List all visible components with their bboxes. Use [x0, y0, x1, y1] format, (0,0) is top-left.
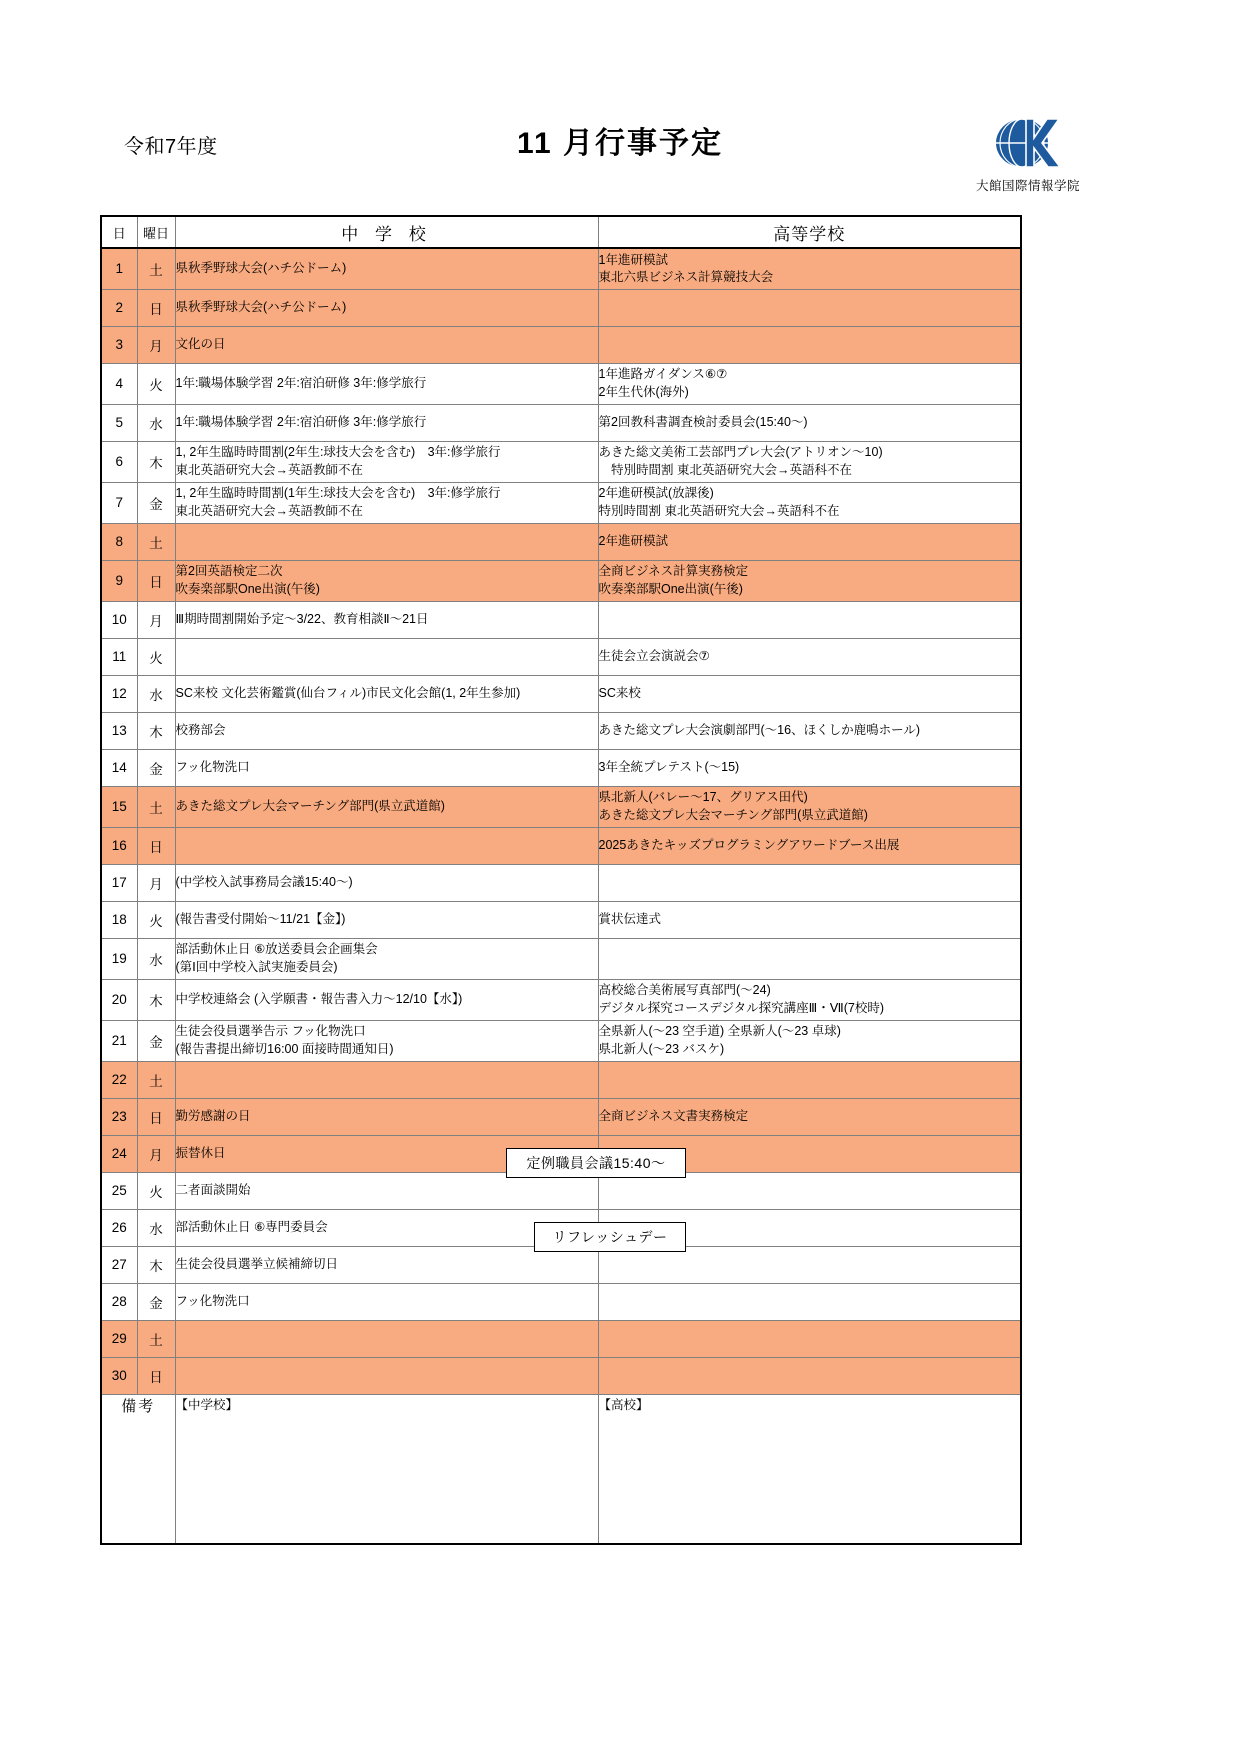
- cell-junior-high-events: [175, 404, 598, 441]
- cell-day: 29: [101, 1320, 137, 1357]
- table-row: [101, 864, 1021, 901]
- event-line: 部活動休止日 ⑥専門委員会: [175, 1219, 328, 1234]
- event-line: (第Ⅰ回中学校入試実施委員会): [175, 959, 338, 974]
- monthly-schedule-table: [100, 215, 1022, 1545]
- event-line: 1年:職場体験学習 2年:宿泊研修 3年:修学旅行: [175, 375, 427, 390]
- cell-day-of-week: 金: [137, 482, 175, 523]
- table-row: [101, 675, 1021, 712]
- table-row: [101, 938, 1021, 979]
- cell-day-of-week: 金: [137, 1020, 175, 1061]
- event-line: あきた総文プレ大会マーチング部門(県立武道館): [175, 798, 445, 813]
- cell-high-school-events: [598, 712, 1021, 749]
- event-line: 1, 2年生臨時時間割(2年生:球技大会を含む) 3年:修学旅行: [175, 445, 501, 460]
- cell-day: 13: [101, 712, 137, 749]
- event-line: 3年全統プレテスト(〜15): [598, 759, 740, 774]
- cell-day-of-week: 土: [137, 786, 175, 827]
- callout-refresh-day: リフレッシュデー: [534, 1222, 686, 1252]
- cell-day: 6: [101, 441, 137, 482]
- cell-junior-high-events: [175, 1283, 598, 1320]
- event-line: 全商ビジネス文書実務検定: [598, 1108, 749, 1123]
- page-header: [0, 118, 1240, 218]
- event-line: (報告書提出締切16:00 面接時間通知日): [175, 1041, 394, 1056]
- column-header-day: 日: [101, 216, 137, 248]
- event-line: 県秋季野球大会(ハチ公ドーム): [175, 299, 347, 314]
- cell-day-of-week: 水: [137, 938, 175, 979]
- cell-day: 18: [101, 901, 137, 938]
- event-line: 2年進研模試(放課後): [598, 486, 714, 501]
- cell-high-school-events: [598, 1283, 1021, 1320]
- cell-junior-high-events: [175, 938, 598, 979]
- event-line: 特別時間割 東北英語研究大会→英語科不在: [598, 462, 852, 477]
- cell-junior-high-events: [175, 749, 598, 786]
- table-row: [101, 786, 1021, 827]
- cell-day: 7: [101, 482, 137, 523]
- cell-high-school-events: [598, 248, 1021, 289]
- cell-junior-high-events: [175, 712, 598, 749]
- cell-day: 15: [101, 786, 137, 827]
- table-row: [101, 638, 1021, 675]
- event-line: 1, 2年生臨時時間割(1年生:球技大会を含む) 3年:修学旅行: [175, 486, 501, 501]
- cell-day: 20: [101, 979, 137, 1020]
- cell-day-of-week: 土: [137, 248, 175, 289]
- remarks-label: 備考: [101, 1394, 175, 1544]
- cell-day-of-week: 木: [137, 1246, 175, 1283]
- cell-junior-high-events: [175, 1061, 598, 1098]
- cell-high-school-events: [598, 601, 1021, 638]
- cell-day: 28: [101, 1283, 137, 1320]
- cell-day-of-week: 金: [137, 1283, 175, 1320]
- event-line: 県北新人(〜23 バスケ): [598, 1041, 725, 1056]
- event-line: 第2回教科書調査検討委員会(15:40〜): [598, 414, 808, 429]
- event-line: 2年進研模試: [598, 533, 668, 548]
- cell-junior-high-events: [175, 523, 598, 560]
- table-row: [101, 901, 1021, 938]
- column-header-high-school: 高等学校: [598, 216, 1021, 248]
- cell-high-school-events: [598, 749, 1021, 786]
- event-line: あきた総文プレ大会演劇部門(〜16、ほくしか鹿鳴ホール): [598, 722, 920, 737]
- event-line: SC来校: [598, 685, 641, 700]
- table-row: [101, 248, 1021, 289]
- event-line: 東北六県ビジネス計算競技大会: [598, 269, 774, 284]
- cell-high-school-events: [598, 827, 1021, 864]
- cell-high-school-events: [598, 523, 1021, 560]
- calendar-table-wrap: [100, 215, 1020, 1545]
- callout-staff-meeting: 定例職員会議15:40〜: [506, 1148, 686, 1178]
- cell-high-school-events: [598, 1098, 1021, 1135]
- cell-day-of-week: 木: [137, 979, 175, 1020]
- event-line: 高校総合美術展写真部門(〜24): [598, 983, 771, 998]
- table-row: [101, 979, 1021, 1020]
- cell-day-of-week: 日: [137, 1098, 175, 1135]
- table-row: [101, 404, 1021, 441]
- cell-junior-high-events: [175, 638, 598, 675]
- cell-day-of-week: 日: [137, 1357, 175, 1394]
- table-row: [101, 749, 1021, 786]
- event-line: 東北英語研究大会→英語教師不在: [175, 462, 364, 477]
- page-title: 11 月行事予定: [516, 127, 724, 160]
- cell-high-school-events: [598, 1061, 1021, 1098]
- event-line: 2年生代休(海外): [598, 384, 689, 399]
- event-line: 吹奏楽部駅One出演(午後): [175, 581, 320, 596]
- cell-day: 17: [101, 864, 137, 901]
- table-row: [101, 1320, 1021, 1357]
- event-line: 全県新人(〜23 空手道) 全県新人(〜23 卓球): [598, 1024, 841, 1039]
- table-row: [101, 1061, 1021, 1098]
- cell-day-of-week: 日: [137, 827, 175, 864]
- cell-junior-high-events: [175, 1357, 598, 1394]
- table-row: [101, 712, 1021, 749]
- cell-high-school-events: [598, 979, 1021, 1020]
- event-line: あきた総文美術工芸部門プレ大会(アトリオン〜10): [598, 445, 883, 460]
- event-line: あきた総文プレ大会マーチング部門(県立武道館): [598, 807, 868, 822]
- event-line: (中学校入試事務局会議15:40〜): [175, 874, 353, 889]
- event-line: 全商ビジネス計算実務検定: [598, 564, 749, 579]
- cell-day: 4: [101, 363, 137, 404]
- table-row: [101, 827, 1021, 864]
- event-line: 県秋季野球大会(ハチ公ドーム): [175, 261, 347, 276]
- table-row: [101, 1020, 1021, 1061]
- cell-day-of-week: 火: [137, 1172, 175, 1209]
- cell-high-school-events: [598, 864, 1021, 901]
- cell-junior-high-events: [175, 482, 598, 523]
- event-line: Ⅲ期時間割開始予定〜3/22、教育相談Ⅱ〜21日: [175, 611, 429, 626]
- cell-high-school-events: [598, 1357, 1021, 1394]
- table-row: [101, 363, 1021, 404]
- event-line: 文化の日: [175, 336, 226, 351]
- table-row: [101, 560, 1021, 601]
- event-line: 1年進研模試: [598, 252, 668, 267]
- cell-day-of-week: 日: [137, 560, 175, 601]
- table-row: [101, 482, 1021, 523]
- event-line: 部活動休止日 ⑥放送委員会企画集会: [175, 942, 378, 957]
- cell-junior-high-events: [175, 979, 598, 1020]
- cell-high-school-events: [598, 786, 1021, 827]
- table-row: [101, 326, 1021, 363]
- cell-day: 8: [101, 523, 137, 560]
- cell-day-of-week: 火: [137, 901, 175, 938]
- cell-day: 2: [101, 289, 137, 326]
- cell-day: 19: [101, 938, 137, 979]
- cell-high-school-events: [598, 289, 1021, 326]
- table-row: [101, 441, 1021, 482]
- cell-high-school-events: [598, 326, 1021, 363]
- cell-junior-high-events: [175, 786, 598, 827]
- cell-day: 1: [101, 248, 137, 289]
- cell-high-school-events: [598, 441, 1021, 482]
- event-line: 二者面談開始: [175, 1182, 251, 1197]
- event-line: フッ化物洗口: [175, 1293, 250, 1308]
- remarks-row: [101, 1394, 1021, 1544]
- event-line: 東北英語研究大会→英語教師不在: [175, 503, 364, 518]
- table-body: [101, 248, 1021, 1544]
- event-line: 校務部会: [175, 722, 226, 737]
- cell-day: 5: [101, 404, 137, 441]
- cell-day: 12: [101, 675, 137, 712]
- cell-high-school-events: [598, 1320, 1021, 1357]
- event-line: 1年:職場体験学習 2年:宿泊研修 3年:修学旅行: [175, 414, 427, 429]
- cell-day-of-week: 木: [137, 441, 175, 482]
- cell-day: 24: [101, 1135, 137, 1172]
- cell-high-school-events: [598, 560, 1021, 601]
- table-header-row: [101, 216, 1021, 248]
- cell-day: 22: [101, 1061, 137, 1098]
- cell-high-school-events: [598, 404, 1021, 441]
- event-line: 勤労感謝の日: [175, 1108, 251, 1123]
- cell-high-school-events: [598, 638, 1021, 675]
- cell-high-school-events: [598, 363, 1021, 404]
- cell-day-of-week: 木: [137, 712, 175, 749]
- cell-day: 21: [101, 1020, 137, 1061]
- table-row: [101, 523, 1021, 560]
- remarks-high-school: 【高校】: [598, 1394, 1021, 1544]
- cell-junior-high-events: [175, 363, 598, 404]
- event-line: 中学校連絡会 (入学願書・報告書入力〜12/10【水】): [175, 991, 463, 1006]
- event-line: フッ化物洗口: [175, 759, 250, 774]
- event-line: 県北新人(バレー〜17、グリアス田代): [598, 790, 808, 805]
- table-row: [101, 1357, 1021, 1394]
- cell-day: 23: [101, 1098, 137, 1135]
- event-line: (報告書受付開始〜11/21【金】): [175, 911, 346, 926]
- cell-high-school-events: [598, 901, 1021, 938]
- cell-day-of-week: 月: [137, 601, 175, 638]
- cell-day: 10: [101, 601, 137, 638]
- cell-day: 26: [101, 1209, 137, 1246]
- cell-day: 25: [101, 1172, 137, 1209]
- cell-day-of-week: 火: [137, 638, 175, 675]
- school-name-label: 大館国際情報学院: [975, 179, 1080, 193]
- cell-junior-high-events: [175, 326, 598, 363]
- event-line: 生徒会役員選挙立候補締切日: [175, 1256, 339, 1271]
- event-line: 生徒会役員選挙告示 フッ化物洗口: [175, 1024, 366, 1039]
- column-header-junior-high: 中 学 校: [175, 216, 598, 248]
- cell-junior-high-events: [175, 1020, 598, 1061]
- cell-high-school-events: [598, 1020, 1021, 1061]
- globe-k-logo-icon: [982, 114, 1074, 172]
- event-line: 2025あきたキッズプログラミングアワードブース出展: [598, 837, 900, 852]
- event-line: 振替休日: [175, 1145, 226, 1160]
- cell-day-of-week: 土: [137, 1320, 175, 1357]
- table-row: [101, 601, 1021, 638]
- cell-junior-high-events: [175, 864, 598, 901]
- cell-junior-high-events: [175, 827, 598, 864]
- event-line: 生徒会立会演説会⑦: [598, 648, 710, 663]
- cell-junior-high-events: [175, 1320, 598, 1357]
- column-header-dow: 曜日: [137, 216, 175, 248]
- cell-day-of-week: 月: [137, 864, 175, 901]
- cell-junior-high-events: [175, 289, 598, 326]
- cell-day: 9: [101, 560, 137, 601]
- cell-day-of-week: 月: [137, 326, 175, 363]
- event-line: 1年進路ガイダンス⑥⑦: [598, 367, 728, 382]
- cell-day-of-week: 水: [137, 404, 175, 441]
- event-line: SC来校 文化芸術鑑賞(仙台フィル)市民文化会館(1, 2年生参加): [175, 685, 521, 700]
- cell-day: 11: [101, 638, 137, 675]
- cell-junior-high-events: [175, 1098, 598, 1135]
- event-line: 第2回英語検定二次: [175, 564, 283, 579]
- cell-high-school-events: [598, 938, 1021, 979]
- school-logo-block: [938, 114, 1118, 194]
- cell-junior-high-events: [175, 560, 598, 601]
- cell-day-of-week: 土: [137, 1061, 175, 1098]
- cell-junior-high-events: [175, 675, 598, 712]
- cell-day-of-week: 水: [137, 1209, 175, 1246]
- cell-day: 14: [101, 749, 137, 786]
- school-year-label: 令和7年度: [124, 136, 218, 158]
- cell-junior-high-events: [175, 901, 598, 938]
- cell-junior-high-events: [175, 248, 598, 289]
- cell-day: 30: [101, 1357, 137, 1394]
- event-line: 賞状伝達式: [598, 911, 662, 926]
- cell-day-of-week: 土: [137, 523, 175, 560]
- cell-day-of-week: 日: [137, 289, 175, 326]
- cell-day: 3: [101, 326, 137, 363]
- event-line: 特別時間割 東北英語研究大会→英語科不在: [598, 503, 840, 518]
- cell-day: 16: [101, 827, 137, 864]
- cell-high-school-events: [598, 675, 1021, 712]
- table-row: [101, 1283, 1021, 1320]
- cell-day-of-week: 月: [137, 1135, 175, 1172]
- cell-day-of-week: 火: [137, 363, 175, 404]
- cell-day-of-week: 水: [137, 675, 175, 712]
- table-row: [101, 1098, 1021, 1135]
- cell-high-school-events: [598, 482, 1021, 523]
- event-line: デジタル探究コースデジタル探究講座Ⅲ・Ⅶ(7校時): [598, 1000, 885, 1015]
- remarks-junior-high: 【中学校】: [175, 1394, 598, 1544]
- table-row: [101, 289, 1021, 326]
- cell-day: 27: [101, 1246, 137, 1283]
- event-line: 吹奏楽部駅One出演(午後): [598, 581, 743, 596]
- cell-junior-high-events: [175, 441, 598, 482]
- cell-junior-high-events: [175, 601, 598, 638]
- cell-day-of-week: 金: [137, 749, 175, 786]
